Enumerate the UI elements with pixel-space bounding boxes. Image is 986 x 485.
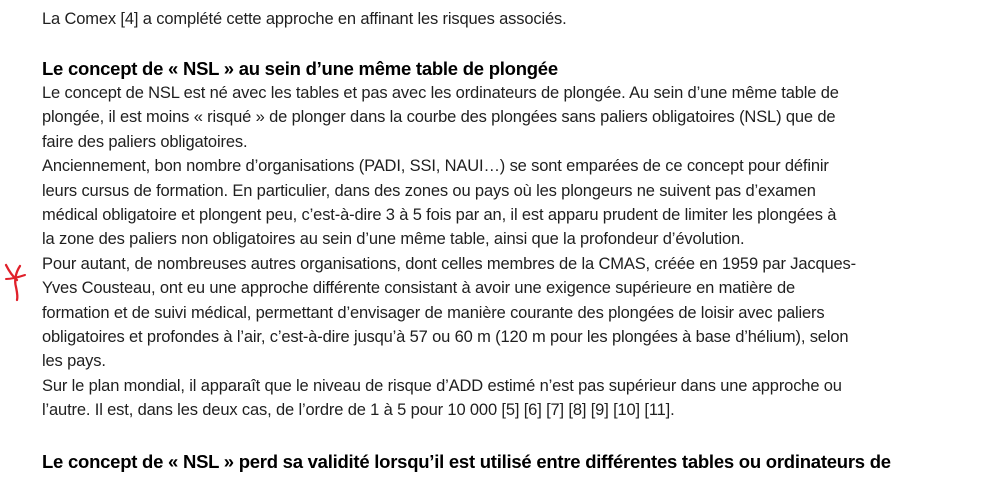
text-line: Le concept de NSL est né avec les tables et pas avec les ordinateurs de plongée. Au sein d’une même table de [42,84,839,102]
red-annotation-mark-icon [2,262,34,302]
paragraph-previous [42,7,962,31]
text-line: la zone des paliers non obligatoires au sein d’une même table, ainsi que la profondeur d’évolution. [42,230,745,249]
text-line: formation et de suivi médical, permettant d’envisager de manière courante des plongées de loisir avec paliers [42,303,825,322]
text-line: les pays. [42,352,106,371]
section-heading [42,58,962,80]
text-line: leurs cursus de formation. En particulier, dans des zones ou pays où les plongeurs ne suivent pas d’examen [42,181,816,200]
text-line: Yves Cousteau, ont eu une approche différente consistant à avoir une exigence supérieure en matière de [42,279,796,298]
text-line: La Comex [4] a complété cette approche en affinant les risques associés. [42,10,567,28]
text-line: Pour autant, de nombreuses autres organisations, dont celles membres de la CMAS, créée en 1959 par Jacques- [42,254,856,273]
text-line: Anciennement, bon nombre d’organisations (PADI, SSI, NAUI…) se sont emparées de ce concept pour définir [42,157,829,176]
text-line: plongée, il est moins « risqué » de plonger dans la courbe des plongées sans paliers obligatoires (NSL) que de [42,108,836,127]
text-line: médical obligatoire et plongent peu, c’est-à-dire 3 à 5 fois par an, il est apparu prudent de limiter les plongées à [42,206,837,225]
section-heading-text: Le concept de « NSL » au sein d’une même table de plongée [42,58,558,79]
text-line: Sur le plan mondial, il apparaît que le niveau de risque d’ADD estimé n’est pas supérieur dans une approche ou [42,376,842,395]
section-heading-text: Le concept de « NSL » perd sa validité lorsqu’il est utilisé entre différentes tables ou ordinateurs de [42,451,891,472]
section-heading [42,451,962,473]
text-line: l’autre. Il est, dans les deux cas, de l’ordre de 1 à 5 pour 10 000 [5] [6] [7] [8] [9] [10] [11]. [42,401,675,420]
section-body [42,81,962,423]
text-line: faire des paliers obligatoires. [42,132,248,151]
text-line: obligatoires et profondes à l’air, c’est-à-dire jusqu’à 57 ou 60 m (120 m pour les plongées à base d’hélium), selon [42,328,849,347]
